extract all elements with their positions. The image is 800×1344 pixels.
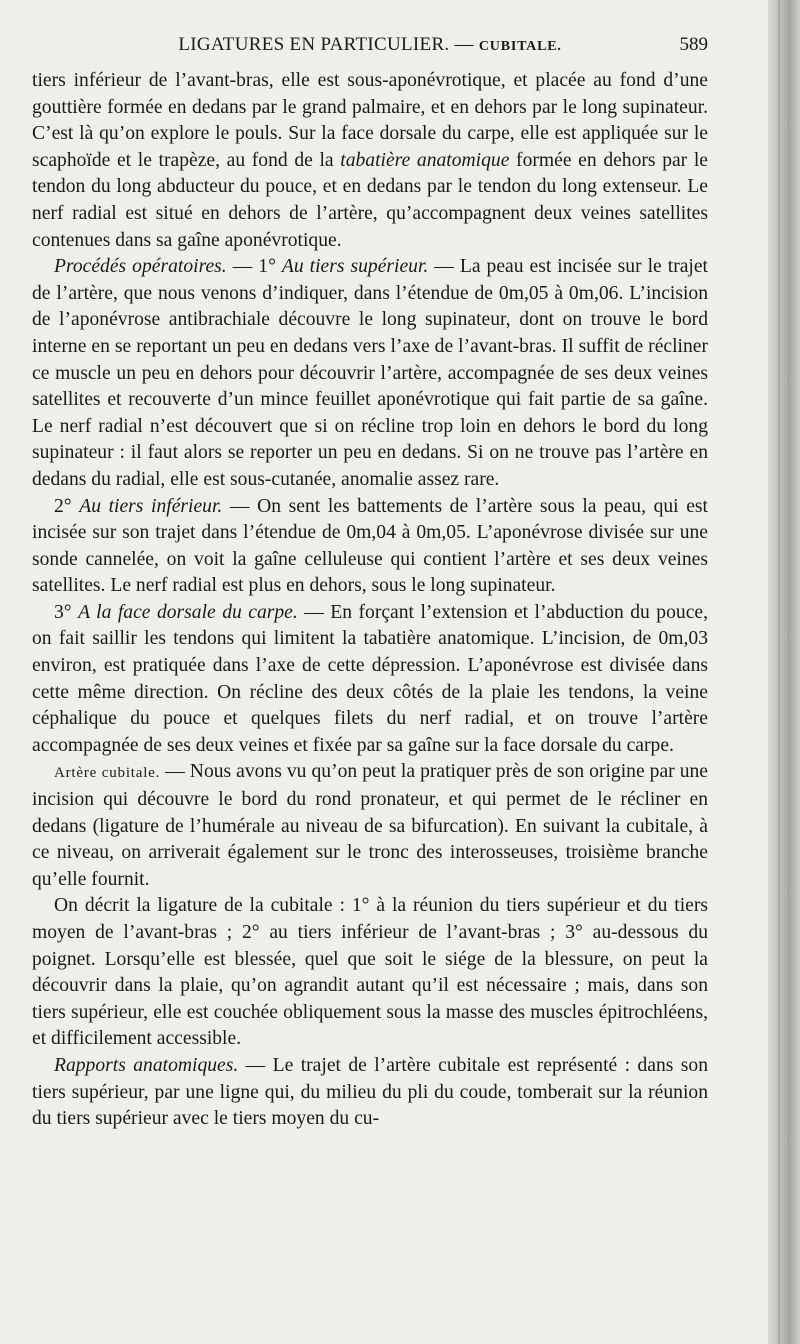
paragraph-1	[32, 68, 708, 254]
text-run: — La peau est incisée sur le trajet de l’artère, que nous venons d’indiquer, dans l’étendue de 0m,05 à 0m,06. L’incision de l’aponévrose antibrachiale découvre le long supinateur, dont on trouve le bord interne en se reportant un peu en dedans vers l’axe de l’avant-bras. Il suffit de récliner ce muscle un peu en dehors pour découvrir l’artère, accompagnée de ses deux veines satellites et recouverte d’un mince feuillet aponévrotique qui fait partie de sa gaîne. Le nerf radial n’est découvert que si on récline trop loin en dehors le bord du long supinateur : il faut alors se reporter un peu en dedans. Si on ne trouve pas l’artère en dedans du radial, elle est sous-cutanée, anomalie assez rare.	[32, 256, 708, 490]
paragraph-7	[32, 1053, 708, 1133]
paragraph-3	[32, 494, 708, 600]
text-run: 2°	[54, 495, 80, 517]
paragraph-5	[32, 759, 708, 893]
body-text	[32, 68, 708, 1133]
text-run: tiers inférieur de l’avant-bras, elle est sous-aponévrotique, et placée au fond d’une gouttière formée en dedans par le grand palmaire, et en dehors par le long supinateur. C’est là qu’on explore le pouls. Sur la face dorsale du carpe, elle est appliquée sur le scaphoïde et le trapèze, au fond de la	[32, 70, 708, 171]
paragraph-4	[32, 600, 708, 760]
text-run: — Nous avons vu qu’on peut la pratiquer près de son origine par une incision qui découvre le bord du rond pronateur, et qui permet de le récliner en dedans (ligature de l’humérale au niveau de sa bifurcation). En suivant la cubitale, à ce niveau, on arriverait également sur le tronc des interosseuses, troisième branche qu’elle fournit.	[32, 761, 708, 890]
running-title	[32, 34, 708, 56]
italic-term: tabatière anatomique	[340, 149, 510, 171]
running-title-section: CUBITALE.	[478, 39, 562, 54]
page-edge	[768, 0, 800, 1344]
italic-heading: Procédés opératoires.	[54, 256, 227, 278]
text-run: — Le trajet de l’artère cubitale est représenté : dans son tiers supérieur, par une ligne qui, du milieu du pli du coude, tomberait sur la réunion du tiers supérieur avec le tiers moyen du cu-	[32, 1054, 708, 1130]
italic-heading: Au tiers inférieur.	[79, 495, 223, 517]
italic-heading: Rapports anatomiques.	[54, 1054, 239, 1076]
running-title-main: LIGATURES EN PARTICULIER. —	[178, 34, 479, 55]
paragraph-6	[32, 893, 708, 1053]
italic-heading: A la face dorsale du carpe.	[78, 601, 298, 623]
text-run: formée en dehors par le tendon du long abducteur du pouce, et en dedans par le tendon du long extenseur. Le nerf radial est situé en dehors de l’artère, qu’accompagnent deux veines satellites contenues dans sa gaîne aponévrotique.	[32, 149, 708, 251]
paragraph-2	[32, 254, 708, 493]
text-run: 3°	[54, 601, 79, 623]
page-number: 589	[679, 34, 708, 55]
page-header	[32, 34, 708, 62]
text-run: — En forçant l’extension et l’abduction du pouce, on fait saillir les tendons qui limitent la tabatière anatomique. L’incision, de 0m,03 environ, est pratiquée dans l’axe de cette dépression. L’aponévrose est divisée dans cette même direction. On récline des deux côtés de la plaie les tendons, la veine céphalique du pouce et quelques filets du nerf radial, et on trouve l’artère accompagnée de ses deux veines et fixée par sa gaîne sur la face dorsale du carpe.	[32, 601, 708, 756]
section-heading: Artère cubitale.	[54, 765, 161, 782]
text-run: On décrit la ligature de la cubitale : 1° à la réunion du tiers supérieur et du tiers moyen de l’avant-bras ; 2° au tiers inférieur de l’avant-bras ; 3° au-dessous du poignet. Lorsqu’elle est blessée, quel que soit le siége de la blessure, on peut la découvrir dans la plaie, qu’on agrandit autant qu’il est nécessaire ; mais, dans son tiers supérieur, elle est couchée obliquement sous la masse des muscles épitrochléens, et difficilement accessible.	[32, 895, 708, 1050]
italic-heading: Au tiers supérieur.	[281, 256, 429, 278]
text-run: — 1°	[226, 256, 282, 278]
text-run: — On sent les battements de l’artère sous la peau, qui est incisée sur son trajet dans l’étendue de 0m,04 à 0m,05. L’aponévrose divisée sur une sonde cannelée, on voit la gaîne celluleuse qui contient l’artère et ses deux veines satellites. Le nerf radial est plus en dehors, sous le long supinateur.	[32, 495, 708, 597]
